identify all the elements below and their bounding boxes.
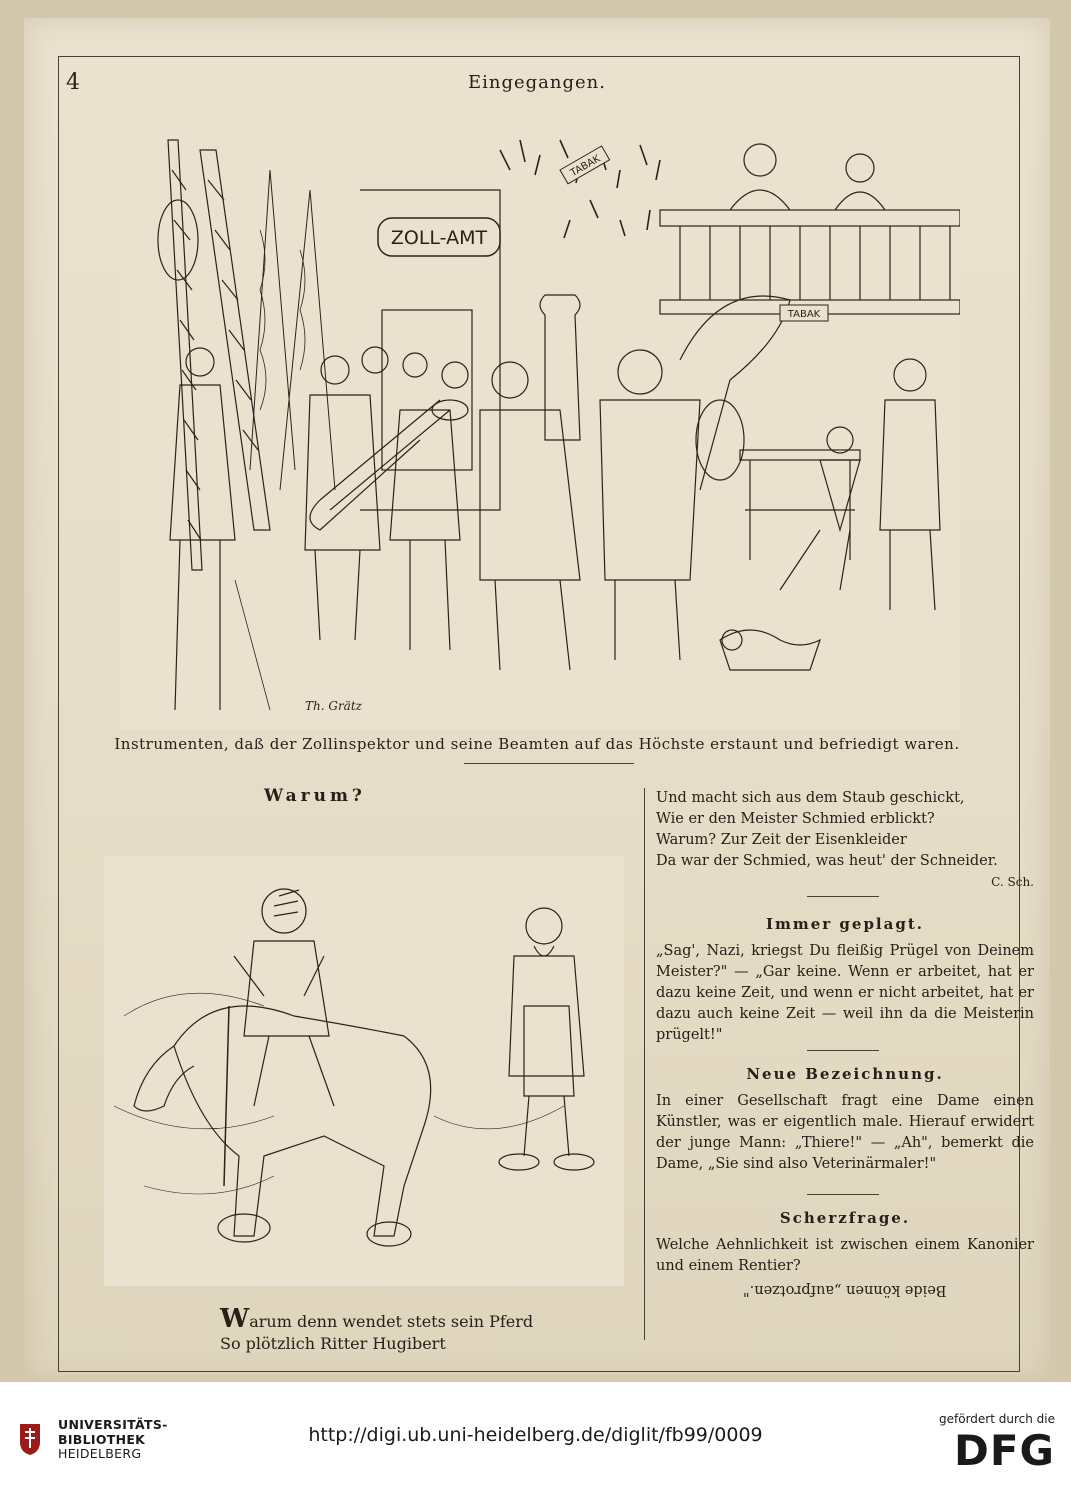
section-neue-bezeichnung xyxy=(656,1064,1034,1175)
funding-note: gefördert durch die xyxy=(939,1412,1055,1426)
verse-line: Da war der Schmied, was heut' der Schneider. xyxy=(656,853,998,869)
digitization-footer xyxy=(0,1382,1071,1485)
verse-line: Warum? Zur Zeit der Eisenkleider xyxy=(656,832,907,848)
dfg-logo: DFG xyxy=(953,1426,1055,1475)
verse-line: Und macht sich aus dem Staub geschickt, xyxy=(656,790,965,806)
customs-office-illustration xyxy=(120,110,960,730)
section-text: In einer Gesellschaft fragt eine Dame einen Künstler, was er eigentlich male. Hierauf erwidert der junge Mann: „Thiere!" — „Ah", bemerkt die Dame, „Sie sind also Veterinärmaler!" xyxy=(656,1093,1034,1172)
institution-line-1: UNIVERSITÄTS- xyxy=(58,1417,168,1432)
verse-line: Wie er den Meister Schmied erblickt? xyxy=(656,811,935,827)
section-title: Immer geplagt. xyxy=(765,915,924,933)
zoll-amt-sign: ZOLL-AMT xyxy=(390,227,488,249)
top-illustration-caption: Instrumenten, daß der Zollinspektor und seine Beamten auf das Höchste erstaunt und befriedigt waren. xyxy=(114,735,960,753)
caption-drop-letter: W xyxy=(220,1304,250,1334)
institution-line-2: BIBLIOTHEK xyxy=(58,1431,146,1447)
section-divider xyxy=(807,1050,879,1051)
tabak-label-1: TABAK xyxy=(568,153,603,180)
permalink-url[interactable]: http://digi.ub.uni-heidelberg.de/diglit/fb99/0009 xyxy=(308,1424,763,1446)
section-scherzfrage xyxy=(656,1208,1034,1300)
poem-continuation xyxy=(656,788,1034,893)
section-immer-geplagt xyxy=(656,914,1034,1046)
section-divider xyxy=(807,1194,879,1195)
knight-caption xyxy=(220,1304,534,1355)
section-title: Neue Bezeichnung. xyxy=(746,1065,944,1083)
page-header: Eingegangen. xyxy=(468,72,606,93)
caption-line-1: arum denn wendet stets sein Pferd xyxy=(249,1312,534,1331)
section-title: Scherzfrage. xyxy=(779,1209,911,1227)
institution-line-3: HEIDELBERG xyxy=(58,1446,142,1461)
upside-down-answer: Beide können „aufprotzen." xyxy=(743,1282,947,1298)
page-number: 4 xyxy=(66,70,80,95)
caption-line-2: So plötzlich Ritter Hugibert xyxy=(220,1334,446,1353)
section-divider xyxy=(807,896,879,897)
section-text: „Sag', Nazi, kriegst Du fleißig Prügel von Deinem Meister?" — „Gar keine. Wenn er arbeitet, hat er dazu keine Zeit, und wenn er nicht arbeitet, hat er dazu auch keine Zeit — weil ihn da die Meisterin prügelt!" xyxy=(656,943,1034,1043)
poem-title: Warum? xyxy=(264,786,366,806)
poem-signature: C. Sch. xyxy=(991,875,1034,889)
section-text: Welche Aehnlichkeit ist zwischen einem Kanonier und einem Rentier? xyxy=(656,1237,1034,1274)
caption-divider xyxy=(464,763,634,764)
artist-signature: Th. Grätz xyxy=(305,699,362,713)
knight-horse-illustration xyxy=(104,856,624,1286)
tabak-label-2: TABAK xyxy=(787,309,821,320)
column-divider xyxy=(644,788,645,1340)
scanned-page xyxy=(24,18,1050,1382)
